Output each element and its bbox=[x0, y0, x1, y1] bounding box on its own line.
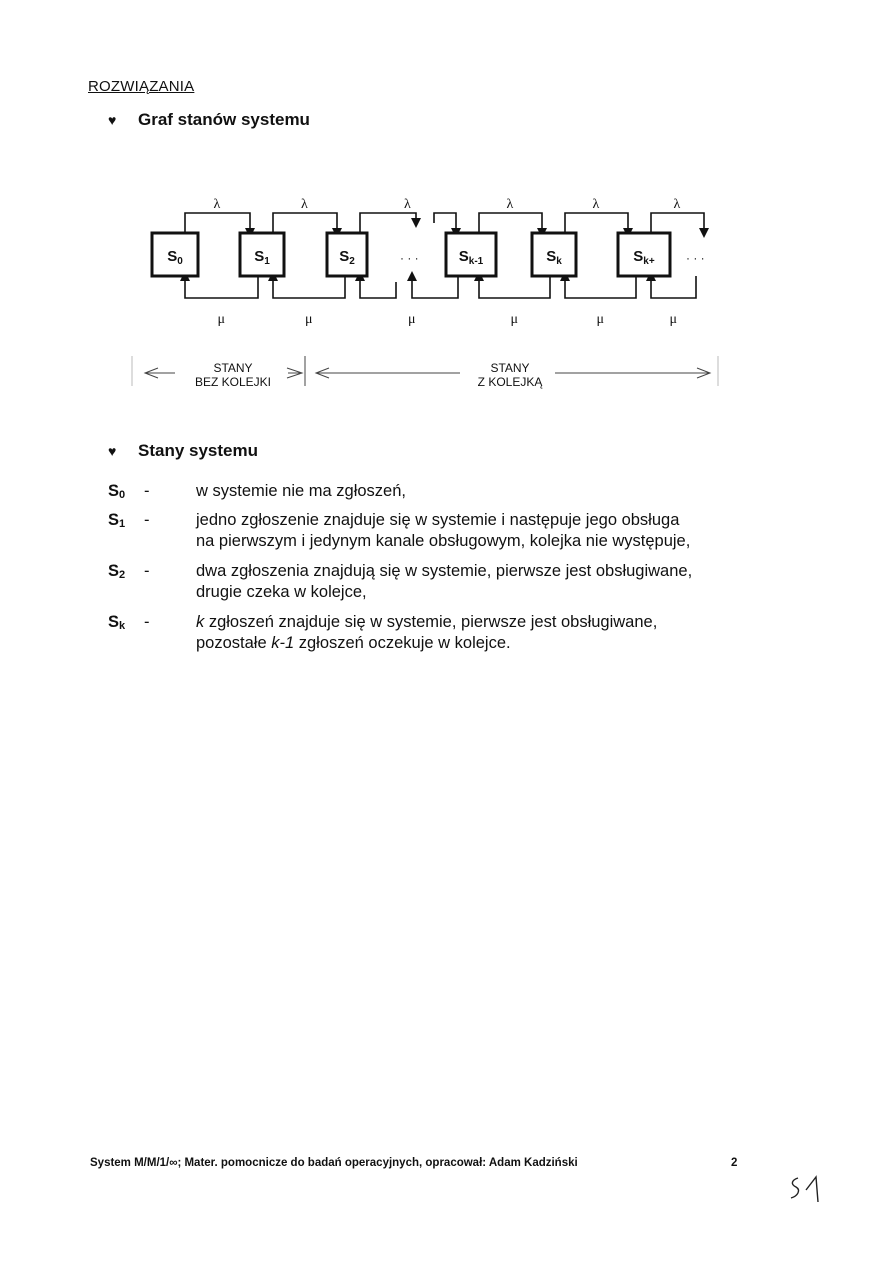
handwritten-page-mark bbox=[784, 1172, 828, 1208]
region-left-label-2: BEZ KOLEJKI bbox=[194, 375, 272, 389]
lambda-label: λ bbox=[301, 197, 308, 212]
lambda-label: λ bbox=[213, 197, 221, 212]
state-node-label: $S_{k+}$ bbox=[633, 248, 655, 267]
state-node-1 bbox=[240, 233, 284, 276]
state-node-label: $S_2$ bbox=[339, 248, 355, 267]
state-node-label: $S_1$ bbox=[254, 248, 270, 267]
state-code: $S_2$ bbox=[108, 562, 126, 581]
heart-bullet-icon: ♥ bbox=[108, 112, 117, 128]
footer-text: System M/M/1/∞; Mater. pomocnicze do badań operacyjnych, opracował: Adam Kadziński bbox=[90, 1157, 578, 1169]
region-right-label-1: STANY bbox=[490, 361, 530, 375]
region-left-label-1: STANY bbox=[213, 361, 253, 375]
lambda-label: λ bbox=[404, 197, 411, 212]
state-dash: - bbox=[144, 511, 150, 529]
state-dash: - bbox=[144, 562, 150, 580]
state-description: dwa zgłoszenia znajdują się w systemie, pierwsze jest obsługiwane, drugie czeka w kolejce, bbox=[196, 562, 693, 601]
state-node-4 bbox=[532, 233, 576, 276]
state-node-5 bbox=[618, 233, 670, 276]
mu-label: μ bbox=[669, 312, 678, 327]
state-node-label: $S_0$ bbox=[167, 248, 183, 267]
lambda-label: λ bbox=[592, 197, 600, 212]
page-title: ROZWIĄZANIA bbox=[88, 78, 195, 95]
state-description: jedno zgłoszenie znajduje się w systemie i następuje jego obsługa na pierwszym i jedynym kanale obsługowym, kolejka nie występuje, bbox=[196, 511, 691, 550]
state-node-label: $S_{k-1}$ bbox=[458, 248, 484, 267]
state-description: k zgłoszeń znajduje się w systemie, pierwsze jest obsługiwane, pozostałe k-1 zgłoszeń oczekuje w kolejce. bbox=[196, 613, 658, 652]
state-dash: - bbox=[144, 613, 150, 631]
mu-label: μ bbox=[408, 312, 416, 327]
state-code: $S_0$ bbox=[108, 482, 126, 501]
state-node-3 bbox=[446, 233, 496, 276]
state-description: w systemie nie ma zgłoszeń, bbox=[196, 482, 406, 500]
mu-label: μ bbox=[596, 312, 605, 327]
lambda-label: λ bbox=[673, 197, 681, 212]
state-dash: - bbox=[144, 482, 150, 500]
mu-label: μ bbox=[305, 312, 313, 327]
state-code: $S_k$ bbox=[108, 613, 126, 632]
section-heading-states bbox=[108, 441, 258, 461]
section-heading-states-text: Stany systemu bbox=[138, 441, 258, 460]
state-regions bbox=[0, 350, 890, 400]
ellipsis-1: · · · bbox=[686, 251, 705, 265]
state-code: $S_1$ bbox=[108, 511, 126, 530]
ellipsis-0: · · · bbox=[400, 251, 419, 265]
lambda-label: λ bbox=[506, 197, 514, 212]
state-node-2 bbox=[327, 233, 367, 276]
section-heading-graph-text: Graf stanów systemu bbox=[138, 110, 310, 129]
page-number: 2 bbox=[731, 1157, 738, 1169]
mu-label: μ bbox=[217, 312, 226, 327]
state-node-label: $S_k$ bbox=[546, 248, 562, 267]
heart-bullet-icon: ♥ bbox=[108, 443, 117, 459]
region-right-label-2: Z KOLEJKĄ bbox=[477, 375, 543, 389]
state-node-0 bbox=[152, 233, 198, 276]
mu-label: μ bbox=[510, 312, 519, 327]
